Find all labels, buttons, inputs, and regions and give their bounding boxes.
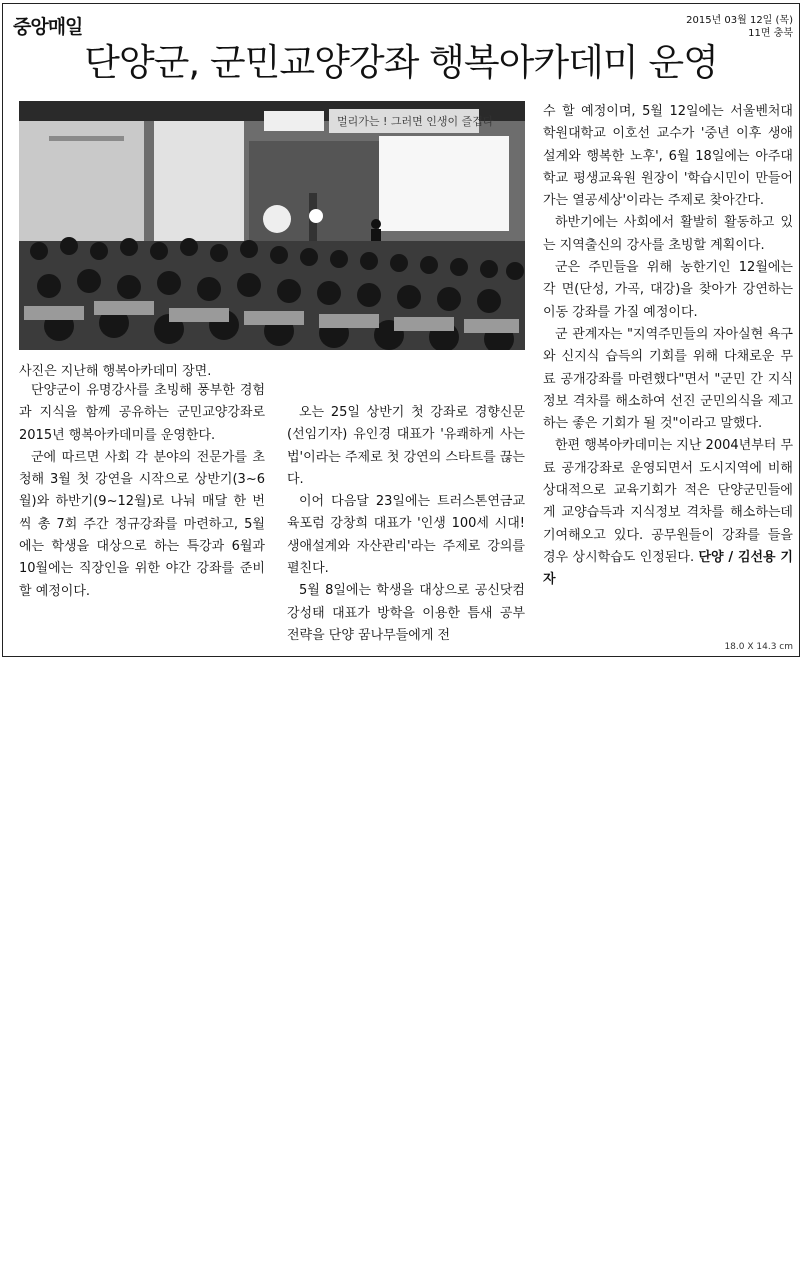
paragraph: 오는 25일 상반기 첫 강좌로 경향신문(선임기자) 유인경 대표가 '유쾌하게 사는 법'이라는 주제로 첫 강연의 스타트를 끊는다. xyxy=(287,405,525,487)
issue-date: 2015년 03월 12일 (목) xyxy=(686,15,793,26)
paragraph xyxy=(543,435,793,591)
photo-caption: 사진은 지난해 행복아카데미 장면. xyxy=(19,364,212,379)
byline: 단양 / 김선용 기자 xyxy=(543,549,793,588)
headline: 단양군, 군민교양강좌 행복아카데미 운영 xyxy=(84,41,718,84)
banner-text: 멀리가는 ! 그러면 인생이 즐겁다 xyxy=(337,115,494,128)
masthead: 중앙매일 xyxy=(13,16,83,38)
news-clipping xyxy=(2,3,800,657)
auditorium-illustration xyxy=(19,101,525,350)
paragraph: 군은 주민들을 위해 농한기인 12월에는 각 면(단성, 가곡, 대강)을 찾아가 강연하는 이동 강좌를 가질 예정이다. xyxy=(543,260,793,320)
paragraph: 단양군이 유명강사를 초빙해 풍부한 경험과 지식을 함께 공유하는 군민교양강좌로 2015년 행복아카데미를 운영한다. xyxy=(19,383,265,443)
lecture-photo xyxy=(19,101,525,350)
paragraph: 하반기에는 사회에서 활발히 활동하고 있는 지역출신의 강사를 초빙할 계획이다. xyxy=(543,215,793,253)
paragraph: 군에 따르면 사회 각 분야의 전문가를 초청해 3월 첫 강연을 시작으로 상반기(3~6월)와 하반기(9~12월)로 나눠 매달 한 번씩 총 7회 주간 정규강좌를 마련하고, 5월에는 학생을 대상으로 하는 특강과 6월과 10월에는 직장인을 위한 야간 강좌를 준비할 예정이다. xyxy=(19,449,265,599)
paragraph: 수 할 예정이며, 5월 12일에는 서울벤처대학원대학교 이호선 교수가 '중년 이후 생애설계와 행복한 노후', 6월 18일에는 아주대학교 평생교육원 원장이 '학습시민이 만들어가는 열공세상'이라는 주제로 찾아간다. xyxy=(543,104,793,209)
issue-info xyxy=(686,14,793,40)
paragraph: 군 관계자는 "지역주민들의 자아실현 욕구와 신지식 습득의 기회를 위해 다채로운 무료 공개강좌를 마련했다"면서 "군민 간 지식정보 격차를 해소하여 선진 군민의식을 제고하는 좋은 기회가 될 것"이라고 말했다. xyxy=(543,326,793,432)
article-column-1 xyxy=(19,380,265,603)
clip-size: 18.0 X 14.3 cm xyxy=(724,642,793,652)
page-info: 11면 충북 xyxy=(748,28,793,39)
article-column-2 xyxy=(287,402,525,647)
paragraph-text: 한편 행복아카데미는 지난 2004년부터 무료 공개강좌로 운영되면서 도시지역에 비해 상대적으로 교육기회가 적은 단양군민들에게 교양습득과 지식정보 격차를 해소하는데 기여해오고 있다. 공무원들이 강좌를 들을 경우 상시학습도 인정된다. xyxy=(543,438,793,565)
paragraph: 이어 다음달 23일에는 트러스톤연금교육포럼 강창희 대표가 '인생 100세 시대! 생애설계와 자산관리'라는 주제로 강의를 펼친다. xyxy=(287,494,525,577)
article-column-3 xyxy=(543,101,793,592)
paragraph: 5월 8일에는 학생을 대상으로 공신닷컴 강성태 대표가 방학을 이용한 틈새 공부 전략을 단양 꿈나무들에게 전 xyxy=(287,583,525,643)
